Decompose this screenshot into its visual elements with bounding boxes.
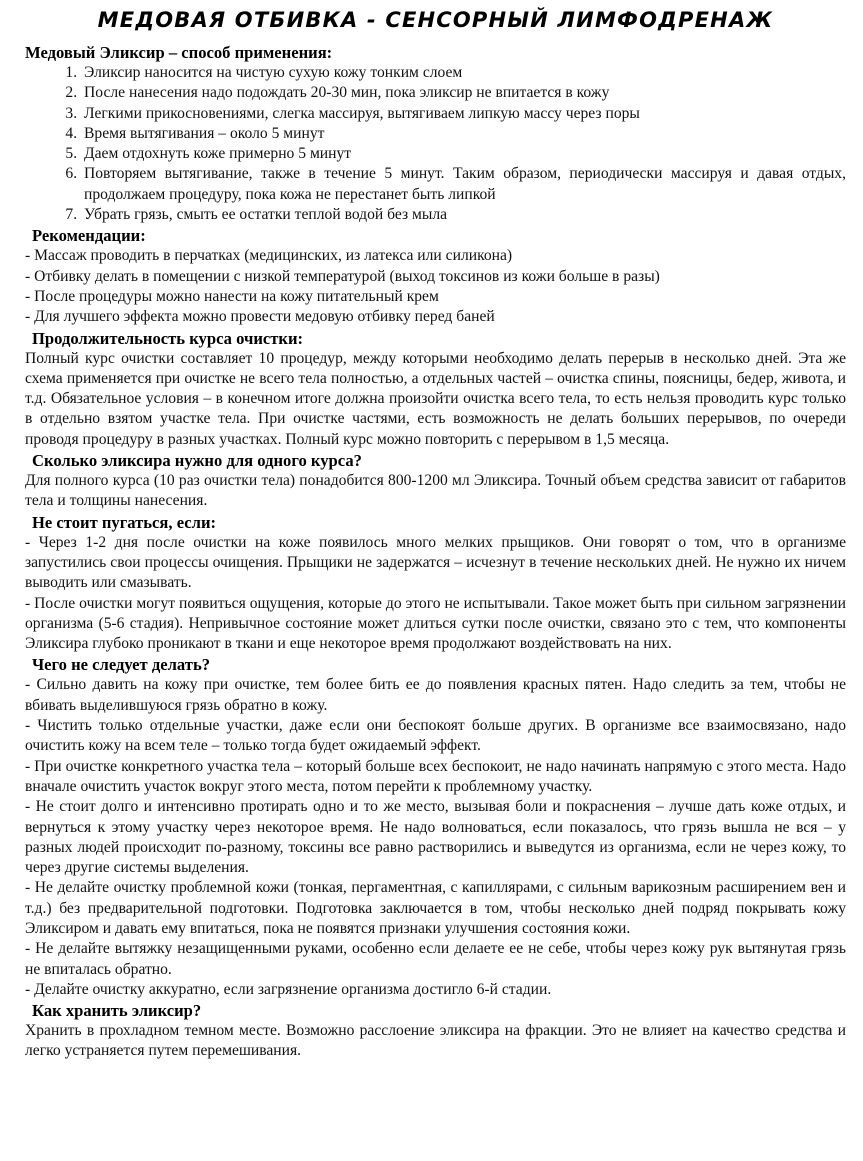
list-item: - Не делайте очистку проблемной кожи (тонкая, пергаментная, с капиллярами, с сильным варикозным расширением вен и т.д.) без предварительной подготовки. Подготовка заключается в том, чтобы несколько дней подряд покрывать кожу Эликсиром и давать ему впитаться, пока не появятся признаки улучшения состояния кожи. [25,879,846,937]
donts-heading: Чего не следует делать? [32,655,211,675]
list-item: - Делайте очистку аккуратно, если загрязнение организма достигло 6-й стадии. [25,980,552,998]
list-item: - Массаж проводить в перчатках (медицинских, из латекса или силикона) [25,247,513,265]
list-item: 6. Повторяем вытягивание, также в течение 5 минут. Таким образом, периодически массируя и давая отдых, продолжаем процедуру, пока кожа не перестанет быть липкой [81,164,846,205]
list-item: - Для лучшего эффекта можно провести медовую отбивку перед баней [25,308,495,326]
list-item: - После очистки могут появиться ощущения, которые до этого не испытывали. Такое может быть при сильном загрязнении организма (5-6 стадия). Непривычное состояние может длиться сутки после очистки, связано это с тем, что компоненты Эликсира глубоко проникают в ткани и еще некоторое время продолжают воздействовать на них. [25,594,846,653]
amount-heading: Сколько эликсира нужно для одного курса? [32,451,362,471]
duration-heading: Продолжительность курса очистки: [32,328,304,348]
duration-paragraph: Полный курс очистки составляет 10 процедур, между которыми необходимо делать перерыв в несколько дней. Эта же схема применяется при очистке не всего тела полностью, а отдельных частей – очистка спины, поясницы, бедер, живота, и т.д. Обязательное условия – в конечном итоге должна произойти очистка всего тела, то есть нельзя проводить курс только в отдельно взятом участке тела. При очистке частями, есть возможность не делать больших перерывов, по очереди проводя процедуру в разных участках. Полный курс можно повторить с перерывом в 1,5 месяца. [25,349,846,448]
usage-steps-list [25,63,846,225]
amount-paragraph: Для полного курса (10 раз очистки тела) понадобится 800-1200 мл Эликсира. Точный объем средства зависит от габаритов тела и толщины нанесения. [25,472,846,510]
list-item: - Отбивку делать в помещении с низкой температурой (выход токсинов из кожи больше в разы) [25,267,660,285]
list-item: - После процедуры можно нанести на кожу питательный крем [25,287,439,305]
storage-paragraph: Хранить в прохладном темном месте. Возможно расслоение эликсира на фракции. Это не влияет на качество средства и легко устраняется путем перемешивания. [25,1022,846,1060]
usage-heading: Медовый Эликсир – способ применения: [25,43,333,62]
list-item: - Не делайте вытяжку незащищенными руками, особенно если делаете ее не себе, чтобы через кожу рук вытянутая грязь не впиталась обратно. [25,940,846,978]
dont-worry-heading: Не стоит пугаться, если: [32,512,217,532]
list-item: 4. Время вытягивания – около 5 минут [81,124,846,144]
list-item: - Через 1-2 дня после очистки на коже появилось много мелких прыщиков. Они говорят о том, что в организме запустились свои процессы очищения. Прыщики не задержатся – исчезнут в течение нескольких дней. Не нужно их ничем выводить или смазывать. [25,533,846,592]
list-item: - При очистке конкретного участка тела – который больше всех беспокоит, не надо начинать напрямую с этого места. Надо вначале очистить участок вокруг этого места, потом перейти к проблемному участку. [25,757,846,795]
list-item: 2. После нанесения надо подождать 20-30 мин, пока эликсир не впитается в кожу [81,83,846,103]
list-item: - Сильно давить на кожу при очистке, тем более бить ее до появления красных пятен. Надо следить за тем, чтобы не вбивать выделившуюся грязь обратно в кожу. [25,676,846,714]
list-item: 5. Даем отдохнуть коже примерно 5 минут [81,144,846,164]
list-item: 7. Убрать грязь, смыть ее остатки теплой водой без мыла [81,205,846,225]
storage-heading: Как хранить эликсир? [32,1001,202,1021]
list-item: - Чистить только отдельные участки, даже если они беспокоят больше других. В организме все взаимосвязано, надо очистить кожу на всем теле – только тогда будет ожидаемый эффект. [25,717,846,755]
list-item: 3. Легкими прикосновениями, слегка массируя, вытягиваем липкую массу через поры [81,104,846,124]
list-item: - Не стоит долго и интенсивно протирать одно и то же место, вызывая боли и покраснения – лучше дать коже отдых, и вернуться к этому участку через некоторое время. Не надо волноваться, если показалось, что грязь вышла не вся – у разных людей происходит по-разному, токсины все равно растворились и выведутся из организма, если не через кожу, то через другие системы выделения. [25,798,846,877]
recommendations-heading: Рекомендации: [32,226,146,246]
page-title: МЕДОВАЯ ОТБИВКА - СЕНСОРНЫЙ ЛИМФОДРЕНАЖ [97,8,774,32]
list-item: 1. Эликсир наносится на чистую сухую кожу тонким слоем [81,63,846,83]
